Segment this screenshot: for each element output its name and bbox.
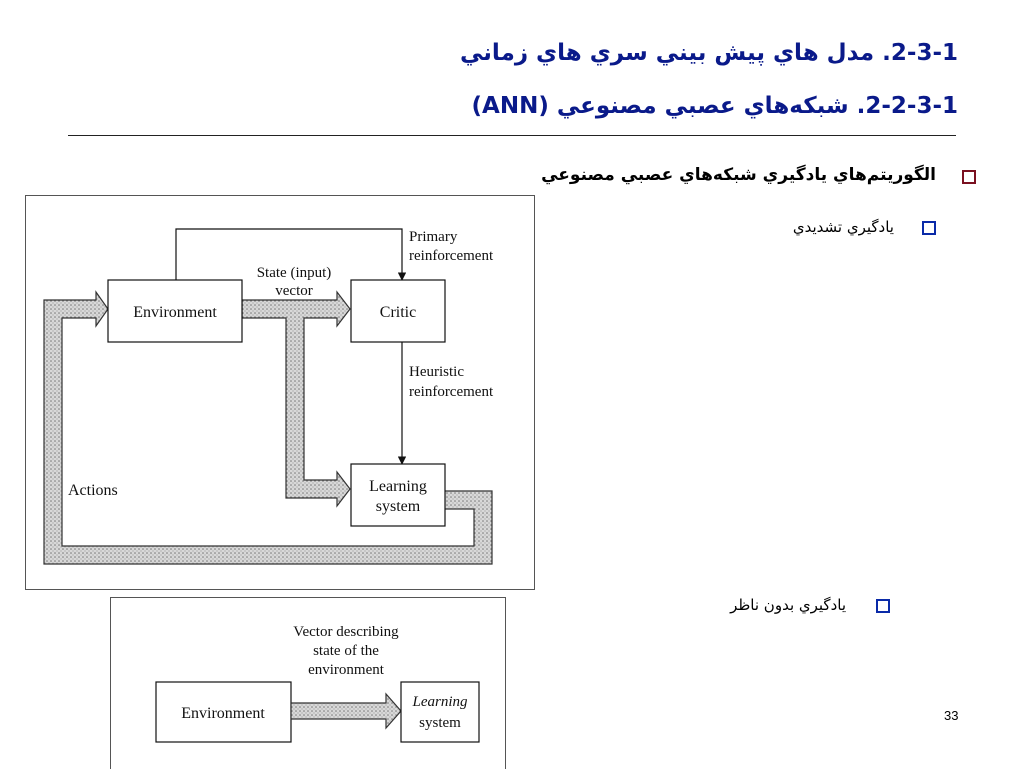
primary-label-line2: reinforcement	[409, 248, 494, 264]
learning-label-line1: Learning	[412, 694, 468, 710]
bullet-text: يادگيري بدون ناظر	[730, 596, 846, 614]
square-bullet-icon	[962, 170, 976, 184]
subsection-title: 2-2-3-1. شبکه‌هاي عصبي مصنوعي (ANN)	[471, 93, 958, 119]
heuristic-label-line1: Heuristic	[409, 364, 464, 380]
bullet-unsupervised-learning	[446, 596, 846, 614]
environment-label: Environment	[181, 705, 265, 722]
page-number: 33	[944, 708, 959, 723]
learning-label-line1: Learning	[369, 478, 427, 495]
heuristic-label-line2: reinforcement	[409, 384, 494, 400]
square-bullet-icon	[876, 599, 890, 613]
caption-line2: state of the	[313, 643, 379, 659]
state-label-line1: State (input)	[256, 265, 332, 281]
critic-label: Critic	[379, 304, 417, 321]
learning-label-line2: system	[375, 498, 421, 515]
section-title: 2-3-1. مدل هاي پيش بيني سري هاي زماني	[460, 40, 958, 66]
environment-label: Environment	[133, 304, 217, 321]
learning-label-line2: system	[419, 715, 461, 731]
caption-line3: environment	[308, 662, 384, 678]
state-vector-arrow	[242, 292, 350, 506]
state-vector-arrow	[291, 694, 401, 728]
bullet-reinforcement-learning	[494, 218, 894, 236]
primary-label-line1: Primary	[409, 229, 458, 245]
title-divider	[68, 135, 956, 136]
reinforcement-learning-diagram	[25, 195, 535, 590]
state-label-line2: vector	[275, 283, 313, 299]
bullet-text: يادگيري تشديدي	[792, 218, 894, 236]
actions-label: Actions	[68, 482, 118, 499]
square-bullet-icon	[922, 221, 936, 235]
unsupervised-learning-diagram	[110, 597, 506, 769]
caption-line1: Vector describing	[293, 624, 399, 640]
learning-system-box	[401, 682, 479, 742]
learning-system-box	[351, 464, 445, 526]
bullet-text: الگوريتم‌هاي يادگيري شبکه‌هاي عصبي مصنوعي	[541, 165, 936, 185]
bullet-ann-learning-algorithms	[336, 165, 936, 185]
